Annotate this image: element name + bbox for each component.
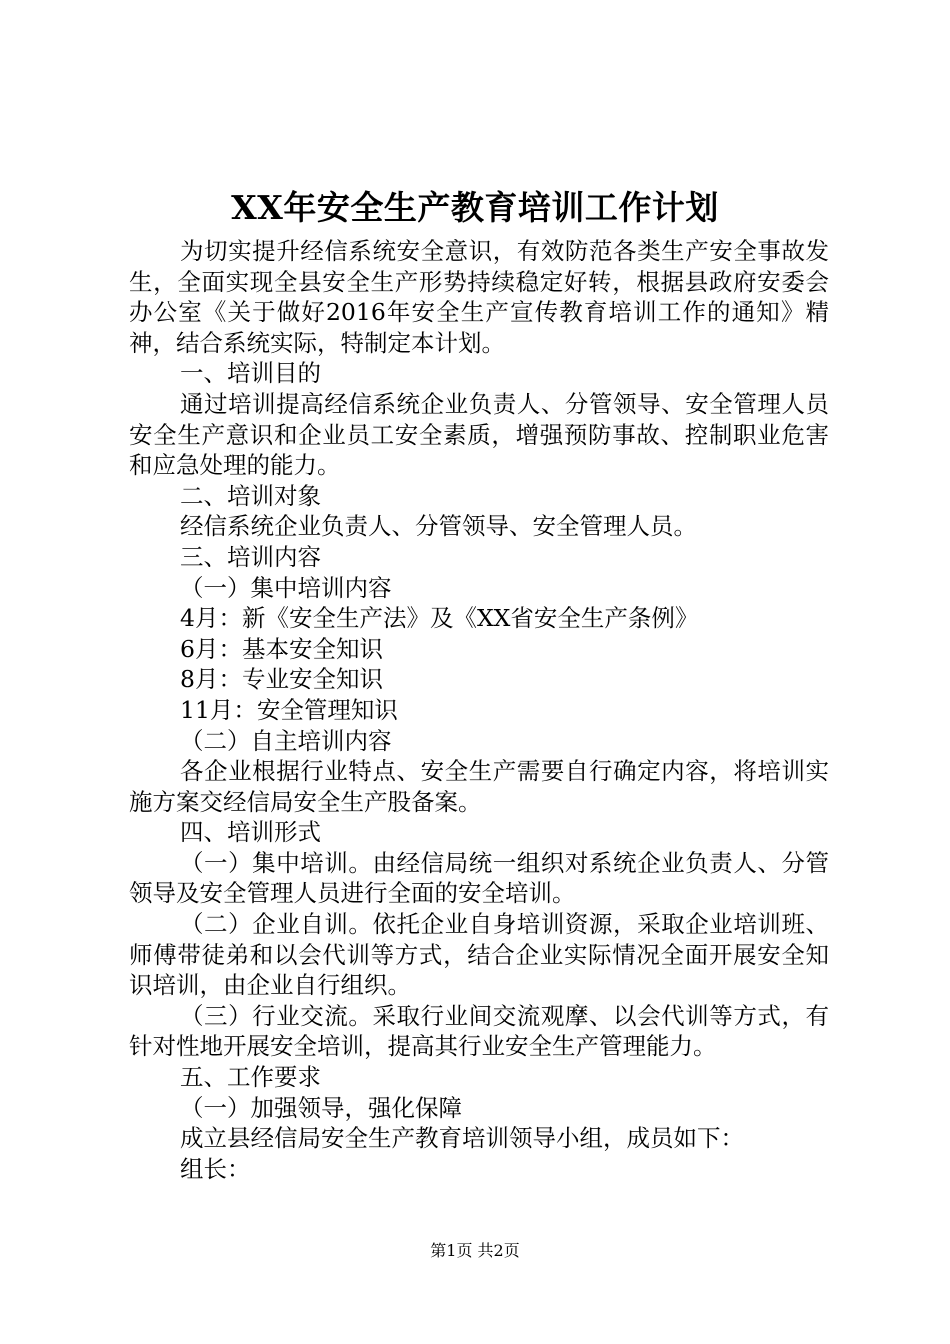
group-leader-label: 组长： xyxy=(180,1154,251,1183)
format-exchange-paragraph: （三）行业交流。采取行业间交流观摩、以会代训等方式，有针对性地开展安全培训，提高其行业安全生产管理能力。 xyxy=(129,1001,829,1061)
subsection-heading-central-content: （一）集中培训内容 xyxy=(180,573,392,602)
self-content-paragraph: 各企业根据行业特点、安全生产需要自行确定内容，将培训实施方案交经信局安全生产股备案。 xyxy=(129,757,829,816)
section-heading-audience: 二、培训对象 xyxy=(180,481,321,510)
purpose-paragraph: 通过培训提高经信系统企业负责人、分管领导、安全管理人员安全生产意识和企业员工安全素质，增强预防事故、控制职业危害和应急处理的能力。 xyxy=(129,389,829,480)
section-heading-purpose: 一、培训目的 xyxy=(180,359,321,388)
schedule-item-june: 6月：基本安全知识 xyxy=(180,634,383,663)
format-central-paragraph: （一）集中培训。由经信局统一组织对系统企业负责人、分管领导及安全管理人员进行全面的安全培训。 xyxy=(129,848,829,908)
document-title: XX年安全生产教育培训工作计划 xyxy=(231,188,719,227)
section-heading-format: 四、培训形式 xyxy=(180,818,321,847)
audience-paragraph: 经信系统企业负责人、分管领导、安全管理人员。 xyxy=(180,512,697,541)
section-heading-content: 三、培训内容 xyxy=(180,542,321,571)
section-heading-requirements: 五、工作要求 xyxy=(180,1063,321,1092)
page-number-footer: 第1页 共2页 xyxy=(430,1241,520,1260)
schedule-item-april: 4月：新《安全生产法》及《XX省安全生产条例》 xyxy=(180,604,699,633)
document-body xyxy=(129,236,829,1184)
schedule-item-august: 8月：专业安全知识 xyxy=(180,665,383,694)
subsection-heading-leadership: （一）加强领导，强化保障 xyxy=(180,1093,462,1122)
schedule-item-november: 11月：安全管理知识 xyxy=(180,695,398,724)
subsection-heading-self-content: （二）自主培训内容 xyxy=(180,726,392,755)
format-self-training-paragraph: （二）企业自训。依托企业自身培训资源，采取企业培训班、师傅带徒弟和以会代训等方式，结合企业实际情况全面开展安全知识培训，由企业自行组织。 xyxy=(129,910,829,1000)
intro-paragraph: 为切实提升经信系统安全意识，有效防范各类生产安全事故发生，全面实现全县安全生产形势持续稳定好转，根据县政府安委会办公室《关于做好2016年安全生产宣传教育培训工作的通知》精神，结合系统实际，特制定本计划。 xyxy=(129,237,829,357)
leadership-group-paragraph: 成立县经信局安全生产教育培训领导小组，成员如下： xyxy=(180,1124,744,1153)
